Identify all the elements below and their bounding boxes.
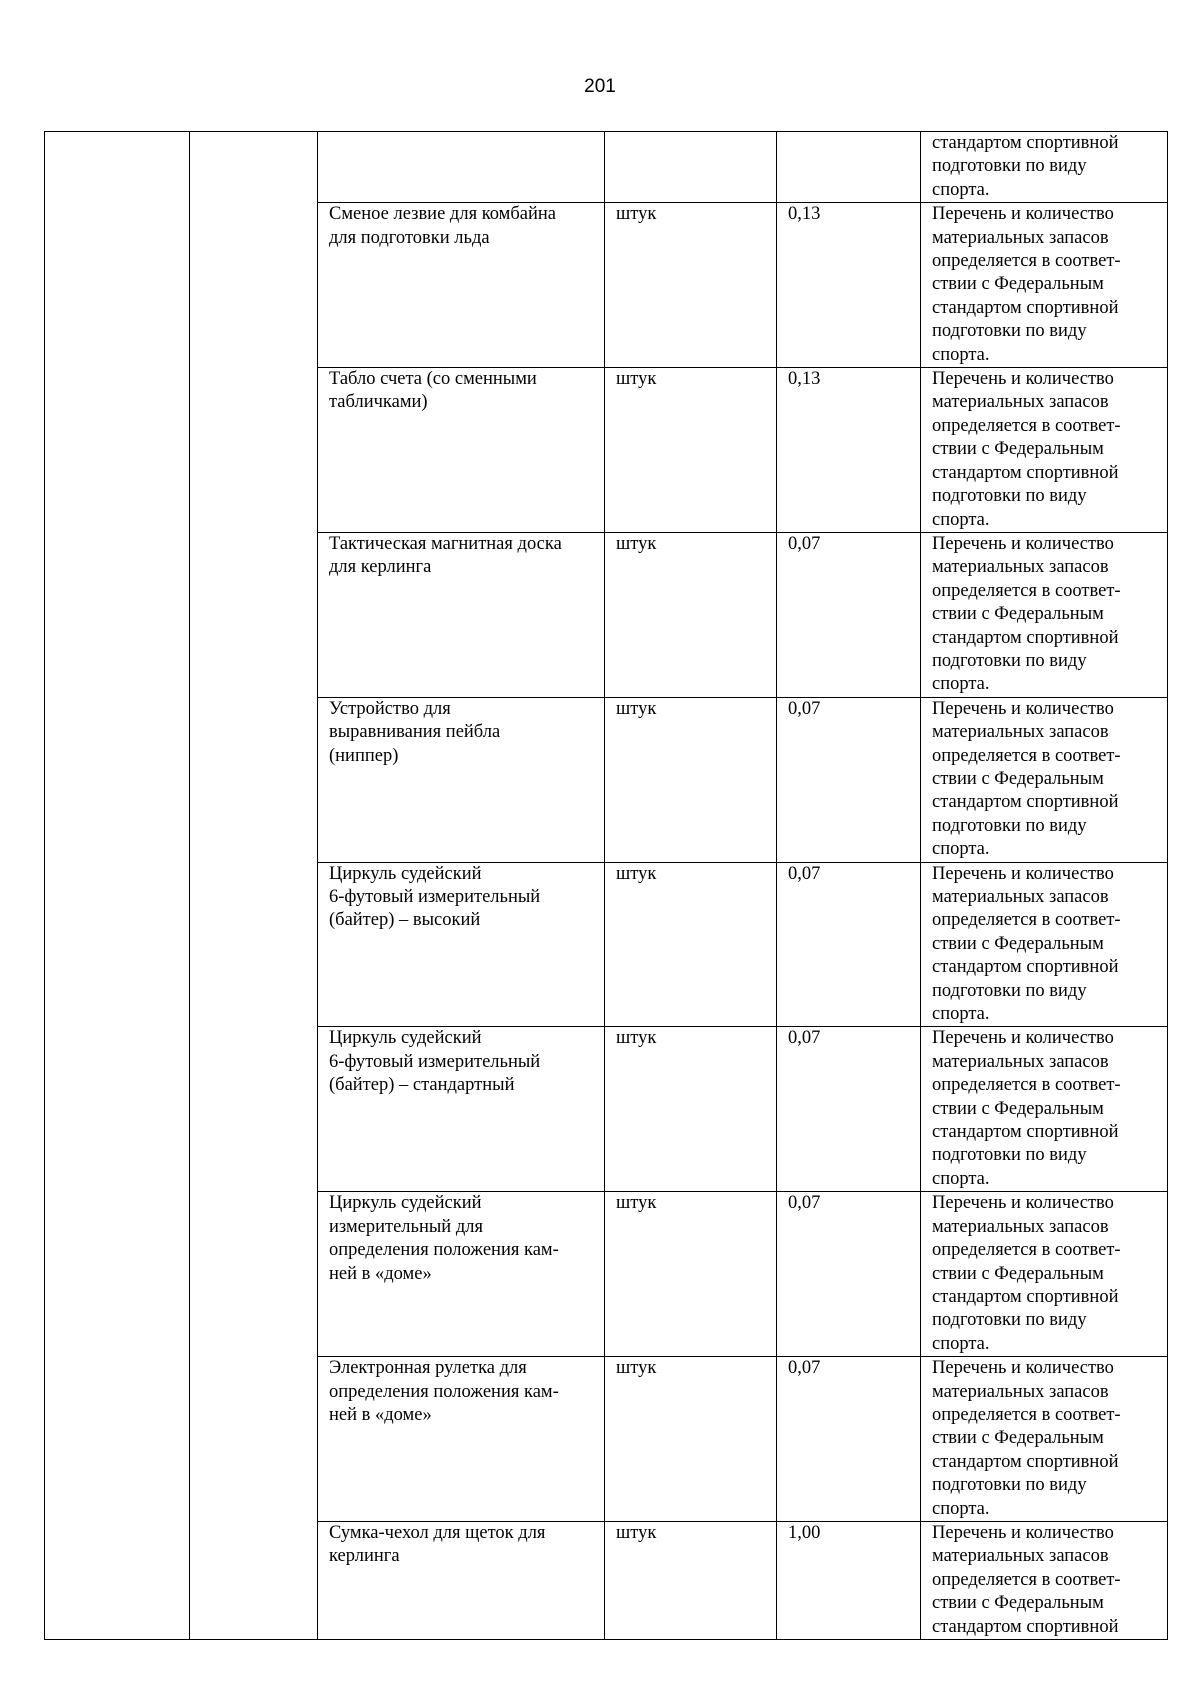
page-number: 201	[584, 76, 616, 97]
unit-cell: штук	[605, 1192, 777, 1357]
note-cell: Перечень и количество материальных запасов определяется в соответ- ствии с Федеральным стандартом спортивной подготовки по виду спорта.	[921, 532, 1168, 697]
note-cell: Перечень и количество материальных запасов определяется в соответ- ствии с Федеральным стандартом спортивной подготовки по виду спорта.	[921, 1192, 1168, 1357]
note-cell: Перечень и количество материальных запасов определяется в соответ- ствии с Федеральным стандартом спортивной подготовки по виду спорта.	[921, 368, 1168, 533]
merged-cell-column-2	[190, 132, 318, 1640]
item-name-cell: Устройство для выравнивания пейбла (ниппер)	[318, 697, 605, 862]
unit-cell-empty	[605, 132, 777, 203]
table-row-continuation	[45, 132, 1168, 203]
note-cell: Перечень и количество материальных запасов определяется в соответ- ствии с Федеральным стандартом спортивной подготовки по виду спорта.	[921, 1027, 1168, 1192]
quantity-cell: 0,07	[777, 532, 921, 697]
unit-cell: штук	[605, 862, 777, 1027]
note-cell: Перечень и количество материальных запасов определяется в соответ- ствии с Федеральным стандартом спортивной подготовки по виду спорта.	[921, 203, 1168, 368]
note-cell: Перечень и количество материальных запасов определяется в соответ- ствии с Федеральным стандартом спортивной подготовки по виду спорта.	[921, 1357, 1168, 1522]
table-body	[45, 132, 1168, 1640]
item-name-cell: Циркуль судейский измерительный для определения положения кам- ней в «доме»	[318, 1192, 605, 1357]
quantity-cell-empty	[777, 132, 921, 203]
quantity-cell: 0,07	[777, 1192, 921, 1357]
continuation-note: стандартом спортивной подготовки по виду спорта.	[921, 132, 1168, 203]
unit-cell: штук	[605, 1357, 777, 1522]
item-name-cell: Сменое лезвие для комбайна для подготовки льда	[318, 203, 605, 368]
quantity-cell: 0,13	[777, 368, 921, 533]
item-name-cell: Сумка-чехол для щеток для керлинга	[318, 1521, 605, 1639]
name-cell-empty	[318, 132, 605, 203]
quantity-cell: 0,07	[777, 862, 921, 1027]
item-name-cell: Циркуль судейский 6-футовый измерительный (байтер) – высокий	[318, 862, 605, 1027]
quantity-cell: 0,13	[777, 203, 921, 368]
note-cell: Перечень и количество материальных запасов определяется в соответ- ствии с Федеральным стандартом спортивной	[921, 1521, 1168, 1639]
item-name-cell: Электронная рулетка для определения положения кам- ней в «доме»	[318, 1357, 605, 1522]
unit-cell: штук	[605, 368, 777, 533]
unit-cell: штук	[605, 532, 777, 697]
materials-table	[44, 131, 1168, 1640]
item-name-cell: Циркуль судейский 6-футовый измерительный (байтер) – стандартный	[318, 1027, 605, 1192]
quantity-cell: 0,07	[777, 1357, 921, 1522]
note-cell: Перечень и количество материальных запасов определяется в соответ- ствии с Федеральным стандартом спортивной подготовки по виду спорта.	[921, 862, 1168, 1027]
unit-cell: штук	[605, 1521, 777, 1639]
unit-cell: штук	[605, 1027, 777, 1192]
note-cell: Перечень и количество материальных запасов определяется в соответ- ствии с Федеральным стандартом спортивной подготовки по виду спорта.	[921, 697, 1168, 862]
item-name-cell: Тактическая магнитная доска для керлинга	[318, 532, 605, 697]
merged-cell-column-1	[45, 132, 190, 1640]
quantity-cell: 0,07	[777, 697, 921, 862]
quantity-cell: 1,00	[777, 1521, 921, 1639]
quantity-cell: 0,07	[777, 1027, 921, 1192]
unit-cell: штук	[605, 697, 777, 862]
item-name-cell: Табло счета (со сменными табличками)	[318, 368, 605, 533]
unit-cell: штук	[605, 203, 777, 368]
